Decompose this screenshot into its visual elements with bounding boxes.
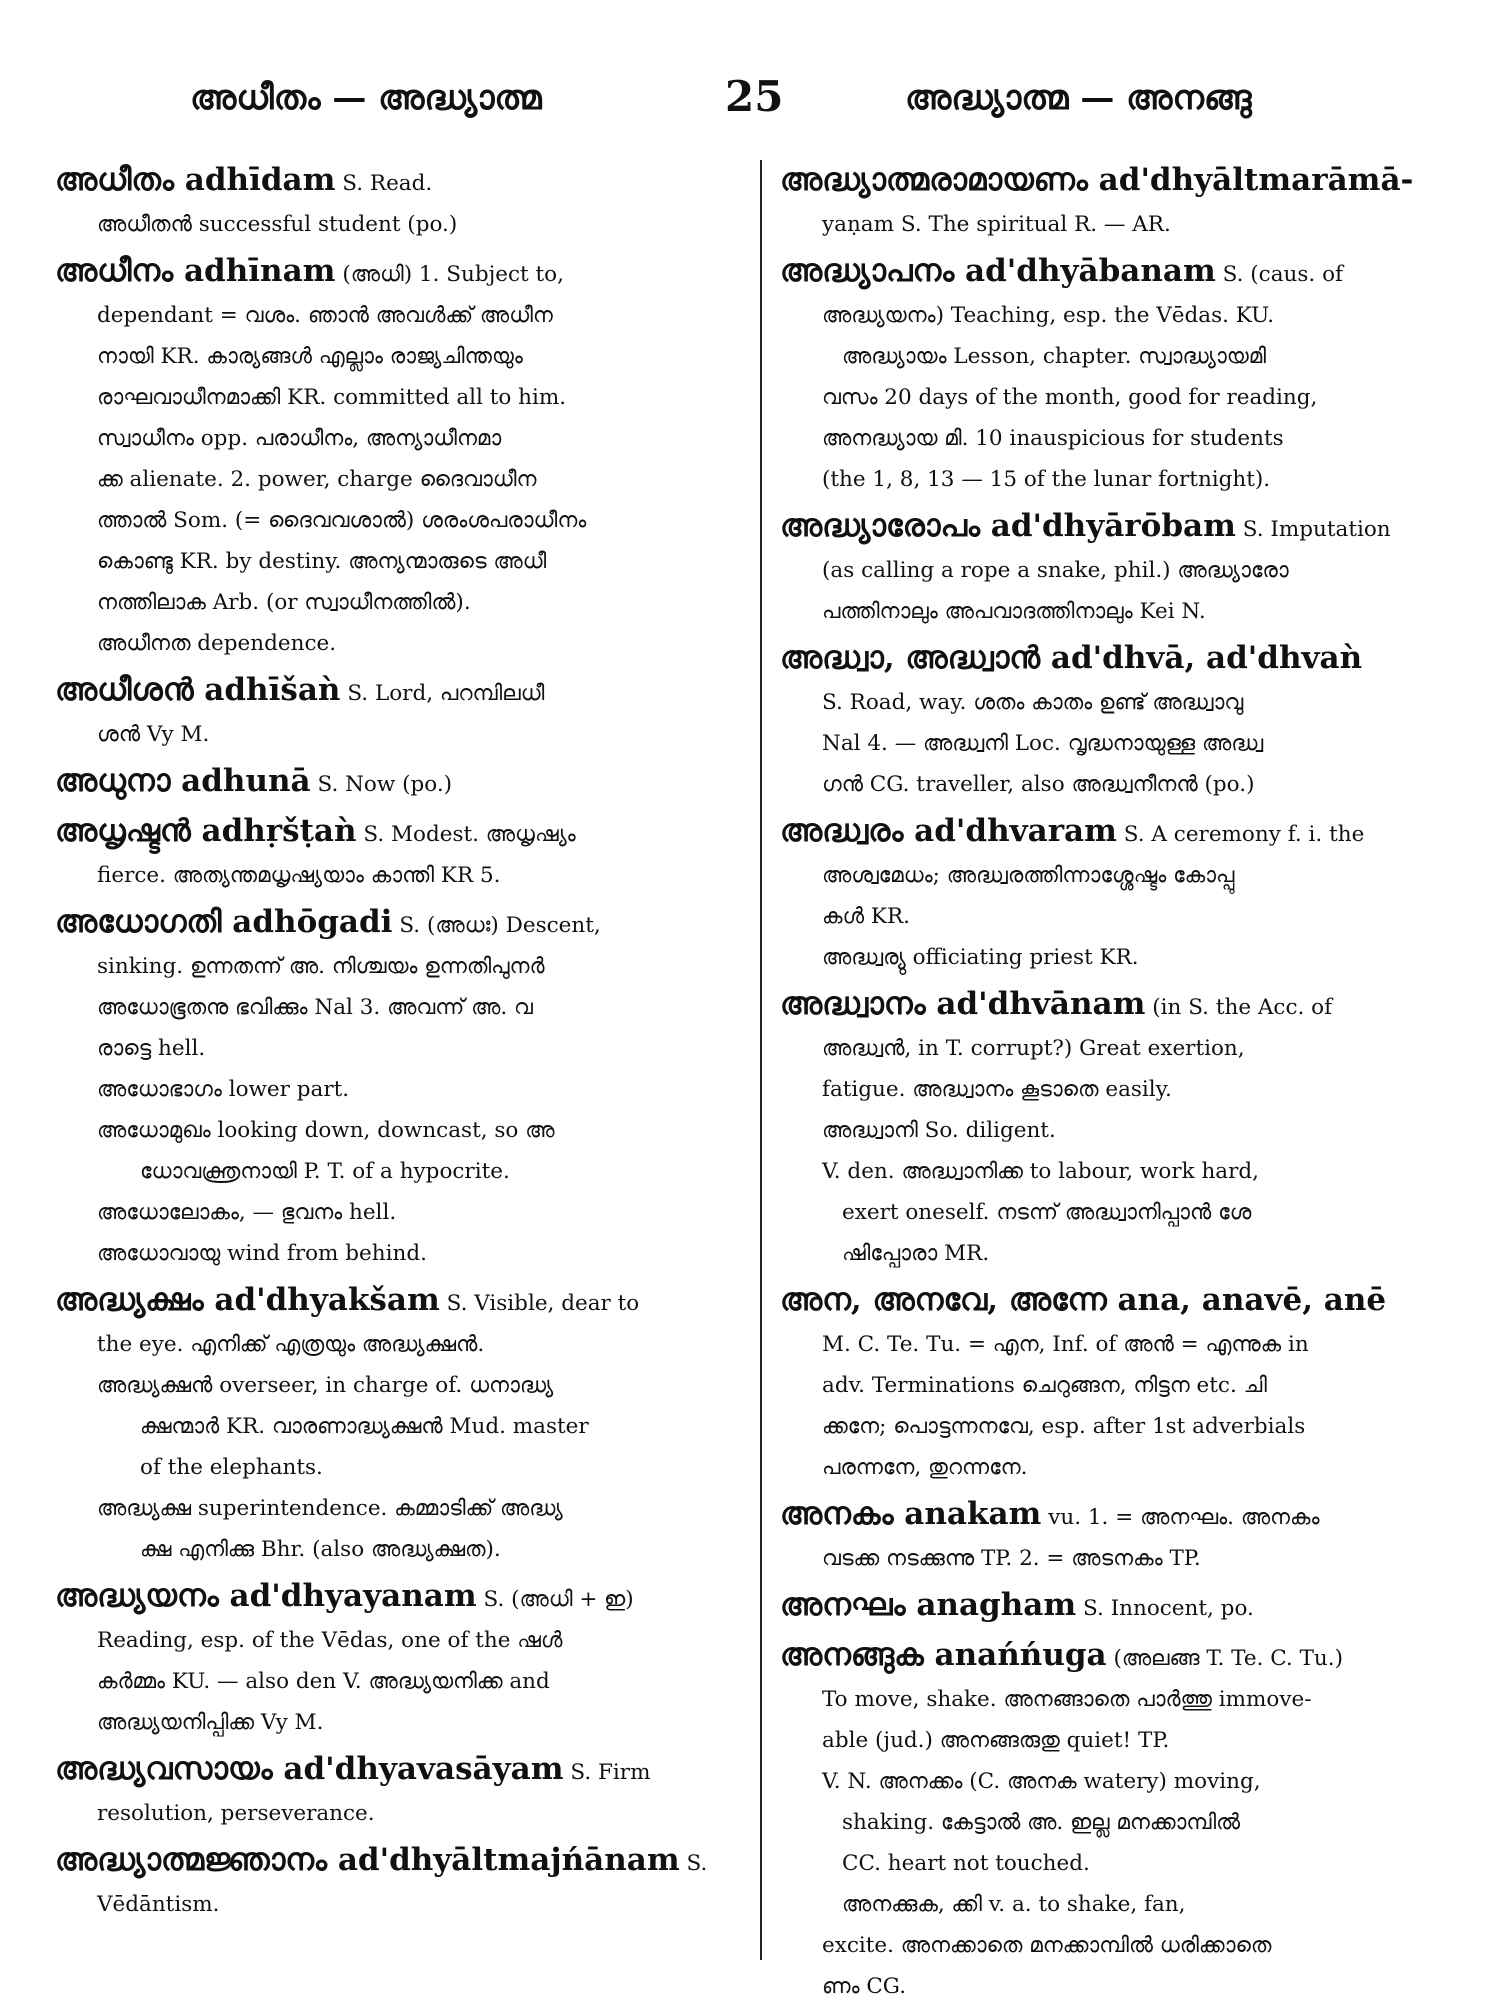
definition-text: S. Imputation xyxy=(1242,517,1391,542)
entry-line xyxy=(55,1749,745,1793)
definition-line: അദ്ധ്യയനിപ്പിക്ക Vy M. xyxy=(97,1710,324,1735)
header-right-guide-word: അദ്ധ്യാത്മ — അനങ്ങു xyxy=(905,78,1252,118)
definition-line: dependant = വശം. ഞാൻ അവൾക്ക് അധീന xyxy=(97,303,553,328)
definition-line: കർമ്മം KU. — also den V. അദ്ധ്യയനിക്ക and xyxy=(97,1669,550,1694)
dictionary-entry xyxy=(780,638,1460,805)
definition-line: able (jud.) അനങ്ങരുതു quiet! TP. xyxy=(822,1728,1170,1753)
definition-line: ഷിപ്പോരാ MR. xyxy=(842,1241,990,1266)
dictionary-entry xyxy=(55,902,745,1274)
definition-line: അധോമുഖം looking down, downcast, so അ xyxy=(97,1118,555,1143)
dictionary-entry xyxy=(55,1749,745,1834)
entry-line xyxy=(780,811,1460,855)
dictionary-entry xyxy=(780,1635,1460,2007)
definition-text: S. Firm xyxy=(570,1760,651,1785)
headword: അദ്ധ്യയനം ad'dhyayanam xyxy=(55,1578,477,1614)
dictionary-entry xyxy=(55,1280,745,1570)
headword: അദ്ധ്യാപനം ad'dhyābanam xyxy=(780,253,1216,289)
entry-line xyxy=(780,251,1460,295)
definition-line: വസം 20 days of the month, good for reading, xyxy=(822,385,1318,410)
entry-line xyxy=(55,670,745,714)
left-column xyxy=(55,160,745,1980)
entry-line xyxy=(780,160,1460,204)
definition-line: ക്ഷ എനിക്കു Bhr. (also അദ്ധ്യക്ഷത). xyxy=(140,1537,501,1562)
headword: അദ്ധ്യാത്മജ്ഞാനം ad'dhyāltmajńānam xyxy=(55,1842,680,1878)
definition-line: അദ്ധ്വൻ, in T. corrupt?) Great exertion, xyxy=(822,1036,1245,1061)
dictionary-entry xyxy=(55,160,745,245)
definition-line: അശ്വമേധം; അദ്ധ്വരത്തിന്നാശ്ശേഷ്ടം കോപ്പു xyxy=(822,863,1235,888)
definition-line: കൾ KR. xyxy=(822,904,911,929)
right-column xyxy=(780,160,1460,1999)
definition-text: S. Lord, പറമ്പിലധീ xyxy=(347,681,545,706)
definition-line: സ്വാധീനം opp. പരാധീനം, അന്യാധീനമാ xyxy=(97,426,502,451)
definition-line: വടക്ക നടക്കുന്നു TP. 2. = അടനകം TP. xyxy=(822,1546,1201,1571)
definition-line: ത്താൽ Som. (= ദൈവവശാൽ) ശരംശപരാധീനം xyxy=(97,508,587,533)
dictionary-entry xyxy=(780,811,1460,978)
definition-line: shaking. കേട്ടാൽ അ. ഇല്ല മനക്കാമ്പിൽ xyxy=(842,1810,1241,1835)
header-left-guide-word: അധീതം — അദ്ധ്യാത്മ xyxy=(190,78,542,118)
definition-line: Reading, esp. of the Vēdas, one of the ഷൾ xyxy=(97,1628,563,1653)
column-divider xyxy=(760,160,762,1960)
definition-line: the eye. എനിക്ക് എത്രയും അദ്ധ്യക്ഷൻ. xyxy=(97,1332,485,1357)
definition-line: ധോവക്ത്രനായി P. T. of a hypocrite. xyxy=(140,1159,510,1184)
headword: അദ്ധ്വരം ad'dhvaram xyxy=(780,813,1117,849)
definition-line: രാഘവാധീനമാക്കി KR. committed all to him. xyxy=(97,385,567,410)
headword: അധോഗതി adhōgadi xyxy=(55,904,393,940)
definition-line: excite. അനക്കാതെ മനക്കാമ്പിൽ ധരിക്കാതെ xyxy=(822,1933,1272,1958)
definition-line: ക്ക alienate. 2. power, charge ദൈവാധീന xyxy=(97,467,537,492)
definition-line: ക്ഷന്മാർ KR. വാരണാദ്ധ്യക്ഷൻ Mud. master xyxy=(140,1414,589,1439)
entry-line xyxy=(55,1280,745,1324)
definition-text: (അലങ്ങ T. Te. C. Tu.) xyxy=(1113,1646,1343,1671)
definition-line: അനദ്ധ്യായ മി. 10 inauspicious for students xyxy=(822,426,1284,451)
definition-text: S. Read. xyxy=(342,171,433,196)
entry-line xyxy=(55,761,745,805)
definition-line: അദ്ധ്വാനി So. diligent. xyxy=(822,1118,1056,1143)
definition-line: fierce. അത്യന്തമധൃഷ്യയാം കാന്തി KR 5. xyxy=(97,863,501,888)
dictionary-entry xyxy=(55,251,745,664)
entry-line xyxy=(55,1840,745,1884)
definition-line: exert oneself. നടന്ന് അദ്ധ്വാനിപ്പാൻ ശേ xyxy=(842,1200,1252,1225)
definition-line: Nal 4. — അദ്ധ്വനി Loc. വൃദ്ധനായുള്ള അദ്ധ്വ xyxy=(822,731,1264,756)
entry-line xyxy=(780,1585,1460,1629)
definition-line: To move, shake. അനങ്ങാതെ പാർത്തു immove- xyxy=(822,1687,1312,1712)
headword: അധീനം adhīnam xyxy=(55,253,336,289)
entry-line xyxy=(780,638,1460,682)
definition-line: resolution, perseverance. xyxy=(97,1801,375,1826)
definition-line: പരന്നനേ, തുറന്നനേ. xyxy=(822,1455,1028,1480)
definition-line: CC. heart not touched. xyxy=(842,1851,1090,1876)
headword: അദ്ധ്യാത്മരാമായണം ad'dhyāltmarāmā- xyxy=(780,162,1414,198)
headword: അനഘം anagham xyxy=(780,1587,1077,1623)
definition-line: അദ്ധ്യയനം) Teaching, esp. the Vēdas. KU. xyxy=(822,303,1275,328)
dictionary-entry xyxy=(55,1576,745,1743)
definition-line: അധീനത dependence. xyxy=(97,631,337,656)
dictionary-entry xyxy=(55,761,745,805)
definition-line: അധോഭൂതനു ഭവിക്കും Nal 3. അവന്ന് അ. വ xyxy=(97,995,533,1020)
definition-text: (in S. the Acc. of xyxy=(1152,995,1333,1020)
entry-line xyxy=(55,1576,745,1620)
definition-line: അധീതൻ successful student (po.) xyxy=(97,212,458,237)
headword: അദ്ധ്വാനം ad'dhvānam xyxy=(780,986,1146,1022)
definition-line: നത്തിലാക Arb. (or സ്വാധീനത്തിൽ). xyxy=(97,590,471,615)
definition-line: (as calling a rope a snake, phil.) അദ്ധ്യാരോ xyxy=(822,558,1289,583)
definition-line: ക്കനേ; പൊട്ടന്നനവേ, esp. after 1st adverbials xyxy=(822,1414,1306,1439)
definition-line: അധോലോകം, — ഭുവനം hell. xyxy=(97,1200,397,1225)
definition-line: അദ്ധ്യക്ഷൻ overseer, in charge of. ധനാദ്ധ്യ xyxy=(97,1373,554,1398)
definition-line: രാട്ടെ hell. xyxy=(97,1036,206,1061)
dictionary-entry xyxy=(780,1280,1460,1488)
definition-line: പത്തിനാലും അപവാദത്തിനാലും Kei N. xyxy=(822,599,1206,624)
headword: അധൃഷ്ടൻ adhṛšṭaǹ xyxy=(55,813,357,849)
definition-line: of the elephants. xyxy=(140,1455,323,1480)
dictionary-entry xyxy=(780,251,1460,500)
headword: അധീതം adhīdam xyxy=(55,162,336,198)
definition-line: അധോഭാഗം lower part. xyxy=(97,1077,350,1102)
definition-line: Vēdāntism. xyxy=(97,1892,220,1917)
definition-line: ണം CG. xyxy=(822,1974,907,1999)
definition-line: yaṇam S. The spiritual R. — AR. xyxy=(822,212,1171,237)
entry-line xyxy=(55,251,745,295)
definition-line: അദ്ധ്യക്ഷ superintendence. കമ്മാടിക്ക് അദ്ധ്യ xyxy=(97,1496,563,1521)
page-header xyxy=(0,72,1500,134)
definition-text: (അധി) 1. Subject to, xyxy=(342,262,564,287)
definition-line: adv. Terminations ചെറുങ്ങന, നിട്ടന etc. ചി xyxy=(822,1373,1267,1398)
definition-line: V. N. അനക്കം (C. അനക watery) moving, xyxy=(822,1769,1261,1794)
definition-line: S. Road, way. ശതം കാതം ഉണ്ട് അദ്ധ്വാവു xyxy=(822,690,1244,715)
definition-line: അദ്ധ്വര്യു officiating priest KR. xyxy=(822,945,1139,970)
definition-text: vu. 1. = അനഘം. അനകം xyxy=(1048,1505,1320,1530)
entry-line xyxy=(780,506,1460,550)
definition-line: (the 1, 8, 13 — 15 of the lunar fortnight). xyxy=(822,467,1271,492)
definition-line: അധോവായു wind from behind. xyxy=(97,1241,427,1266)
definition-line: ശൻ Vy M. xyxy=(97,722,210,747)
headword: അദ്ധ്യവസായം ad'dhyavasāyam xyxy=(55,1751,564,1787)
headword: അന, അനവേ, അന്നേ ana, anavē, anē xyxy=(780,1282,1387,1318)
page-number: 25 xyxy=(725,72,784,121)
definition-text: S. Modest. അധൃഷ്യം xyxy=(363,822,576,847)
definition-line: M. C. Te. Tu. = എന, Inf. of അൻ = എന്നുക in xyxy=(822,1332,1309,1357)
dictionary-entry xyxy=(780,984,1460,1274)
definition-line: fatigue. അദ്ധ്വാനം കൂടാതെ easily. xyxy=(822,1077,1172,1102)
definition-text: S. Now (po.) xyxy=(317,772,453,797)
entry-line xyxy=(780,984,1460,1028)
dictionary-entry xyxy=(55,670,745,755)
entry-line xyxy=(55,902,745,946)
entry-line xyxy=(55,160,745,204)
entry-line xyxy=(780,1280,1460,1324)
dictionary-entry xyxy=(780,1494,1460,1579)
headword: അദ്ധ്വാ, അദ്ധ്വാൻ ad'dhvā, ad'dhvaǹ xyxy=(780,640,1363,676)
dictionary-entry xyxy=(55,811,745,896)
headword: അനകം anakam xyxy=(780,1496,1042,1532)
definition-line: ഗൻ CG. traveller, also അദ്ധ്വനീനൻ (po.) xyxy=(822,772,1255,797)
definition-line: sinking. ഉന്നതന്ന് അ. നിശ്ചയം ഉന്നതിപുനർ xyxy=(97,954,545,979)
dictionary-entry xyxy=(55,1840,745,1925)
definition-text: S. A ceremony f. i. the xyxy=(1123,822,1365,847)
definition-text: S. (caus. of xyxy=(1222,262,1343,287)
definition-line: അനക്കുക, ക്കി v. a. to shake, fan, xyxy=(842,1892,1186,1917)
definition-line: കൊണ്ടു KR. by destiny. അന്യന്മാരുടെ അധീ xyxy=(97,549,547,574)
headword: അനങ്ങുക anańńuga xyxy=(780,1637,1107,1673)
definition-text: S. Innocent, po. xyxy=(1083,1596,1254,1621)
definition-line: V. den. അദ്ധ്വാനിക്ക to labour, work hard, xyxy=(822,1159,1260,1184)
headword: അദ്ധ്യാരോപം ad'dhyārōbam xyxy=(780,508,1236,544)
entry-line xyxy=(55,811,745,855)
dictionary-entry xyxy=(780,160,1460,245)
definition-line: നായി KR. കാര്യങ്ങൾ എല്ലാം രാജ്യചിന്തയും xyxy=(97,344,523,369)
headword: അധുനാ adhunā xyxy=(55,763,311,799)
dictionary-entry xyxy=(780,1585,1460,1629)
entry-line xyxy=(780,1635,1460,1679)
definition-line: അദ്ധ്യായം Lesson, chapter. സ്വാദ്ധ്യായമി xyxy=(842,344,1267,369)
definition-text: S. Visible, dear to xyxy=(446,1291,640,1316)
headword: അധീശൻ adhīšaǹ xyxy=(55,672,341,708)
entry-line xyxy=(780,1494,1460,1538)
definition-text: S. xyxy=(686,1851,708,1876)
headword: അദ്ധ്യക്ഷം ad'dhyakšam xyxy=(55,1282,440,1318)
dictionary-entry xyxy=(780,506,1460,632)
definition-text: S. (അധി + ഇ) xyxy=(483,1587,634,1612)
definition-text: S. (അധഃ) Descent, xyxy=(399,913,601,938)
